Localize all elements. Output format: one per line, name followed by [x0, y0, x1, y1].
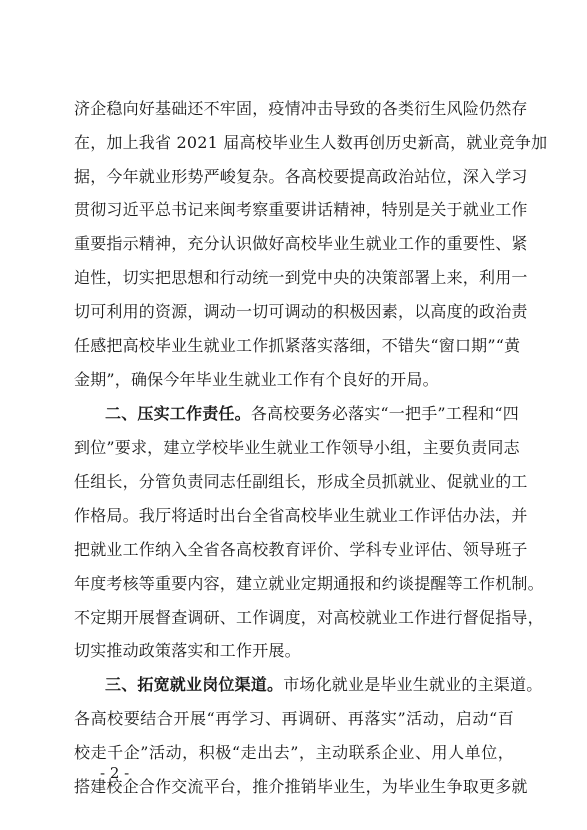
body-text-line: 到位”要求，建立学校毕业生就业工作领导小组，主要负责同志: [74, 438, 520, 457]
body-text-line: 校走千企”活动，积极“走出去”，主动联系企业、用人单位，: [74, 743, 514, 762]
section-3-first-line-text: 市场化就业是毕业生就业的主渠道。: [283, 675, 543, 694]
body-text-line: 年度考核等重要内容，建立就业定期通报和约谈提醒等工作机制。: [74, 574, 544, 593]
body-text-line: 迫性，切实把思想和行动统一到党中央的决策部署上来，利用一: [74, 268, 528, 287]
body-text-line: 济企稳向好基础还不牢固，疫情冲击导致的各类衍生风险仍然存: [74, 99, 528, 118]
body-text-line: 搭建校企合作交流平台，推介推销毕业生，为毕业生争取更多就: [74, 777, 528, 796]
body-text-line: 作格局。我厅将适时出台全省高校毕业生就业工作评估办法，并: [74, 506, 528, 525]
body-text-line: 不定期开展督查调研、工作调度，对高校就业工作进行督促指导，: [74, 608, 544, 627]
body-text-line: 重要指示精神，充分认识做好高校毕业生就业工作的重要性、紧: [74, 234, 528, 253]
body-text-line: 在，加上我省 2021 届高校毕业生人数再创历史新高，就业竞争加: [74, 133, 548, 152]
body-text-line: 切可利用的资源，调动一切可调动的积极因素，以高度的政治责: [74, 302, 528, 321]
section-2-first-line: [105, 400, 519, 428]
section-3-first-line: [105, 671, 543, 699]
body-text-line: 任感把高校毕业生就业工作抓紧落实落细，不错失“窗口期”“黄: [74, 336, 521, 355]
page-number: - 2 -: [100, 764, 130, 782]
body-text-line: 把就业工作纳入全省各高校教育评价、学科专业评估、领导班子: [74, 540, 528, 559]
body-text-line: 贯彻习近平总书记来闽考察重要讲话精神，特别是关于就业工作: [74, 200, 528, 219]
body-text-line: 各高校要结合开展“再学习、再调研、再落实”活动，启动“百: [74, 709, 514, 728]
body-text-line: 切实推动政策落实和工作开展。: [74, 641, 301, 660]
body-text-line: 据，今年就业形势严峻复杂。各高校要提高政治站位，深入学习: [74, 167, 528, 186]
section-2-heading: 二、压实工作责任。: [105, 404, 251, 423]
body-text-line: 任组长，分管负责同志任副组长，形成全员抓就业、促就业的工: [74, 472, 528, 491]
body-text-line: 金期”，确保今年毕业生就业工作有个良好的开局。: [74, 370, 439, 389]
section-3-heading: 三、拓宽就业岗位渠道。: [105, 675, 284, 694]
section-2-first-line-text: 各高校要务必落实“一把手”工程和“四: [250, 404, 519, 423]
